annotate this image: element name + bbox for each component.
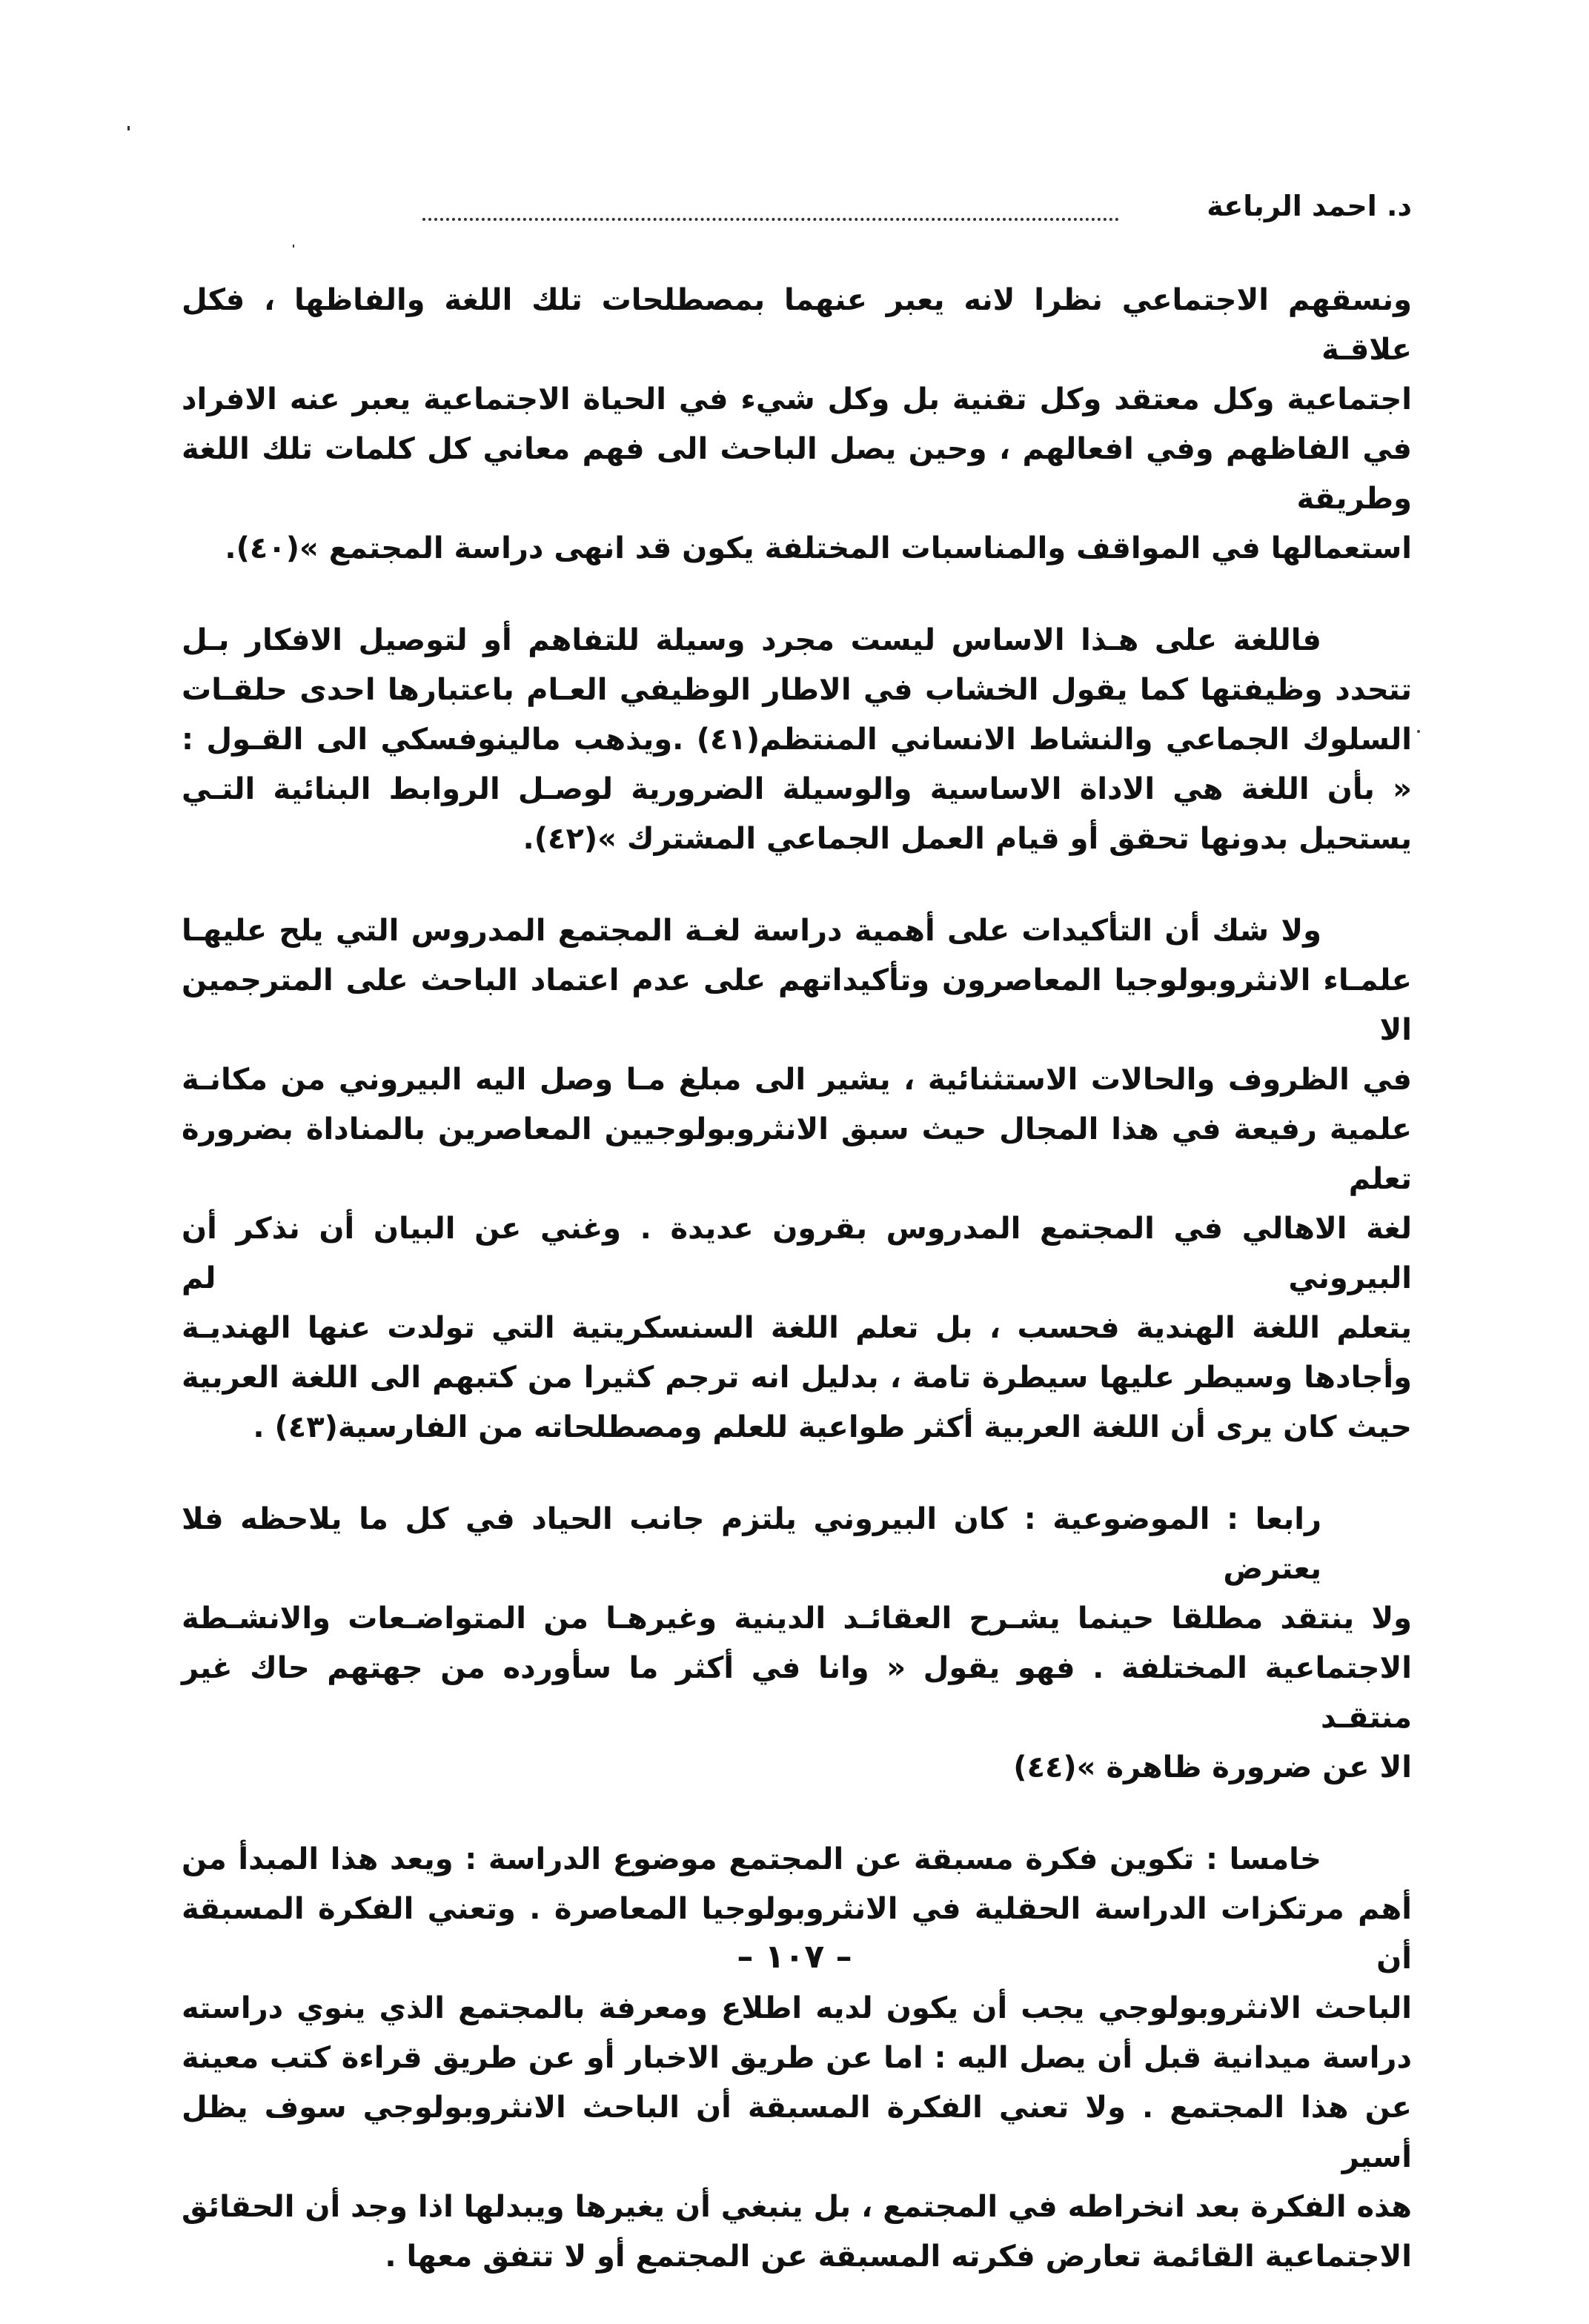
text-line — [182, 1835, 1412, 1885]
text-line: دراسة ميدانية قبل أن يصل اليه : اما عن طريق الاخبار أو عن طريق قراءة كتب معينة — [182, 2041, 1412, 2075]
text-line: اجتماعية وكل معتقد وكل تقنية بل وكل شيء في الحياة الاجتماعية يعبر عنه الافراد — [182, 382, 1412, 416]
text-line: ولا ينتقد مطلقا حينما يشـرح العقائـد الدينية وغيرهـا من المتواضـعات والانشـطة — [182, 1601, 1412, 1636]
text-line: « بأن اللغة هي الاداة الاساسية والوسيلة الضرورية لوصـل الروابط البنائية التـي — [182, 772, 1412, 806]
text-line: الباحث الانثروبولوجي يجب أن يكون لديه اطلاع ومعرفة بالمجتمع الذي ينوي دراسته — [182, 1991, 1412, 2025]
text-line: الا عن ضرورة ظاهرة »(٤٤) — [1013, 1750, 1412, 1784]
header-author: د. احمد الرباعة — [1207, 190, 1412, 222]
text-line: الاجتماعية القائمة تعارض فكرته المسبقة عن المجتمع أو لا تتفق معها . — [385, 2240, 1412, 2274]
paragraph-1 — [182, 276, 1412, 574]
text-run: ويعد هذا المبدأ من — [182, 1842, 465, 1876]
text-line: علمية رفيعة في هذا المجال حيث سبق الانثروبولوجيين المعاصرين بالمناداة بضرورة تعلم — [182, 1112, 1412, 1196]
body-text — [182, 276, 1412, 2324]
text-line: ولا شك أن التأكيدات على أهمية دراسة لغـة المجتمع المدروس التي يلح عليهـا — [182, 914, 1321, 948]
text-line: تتحدد وظيفتها كما يقول الخشاب في الاطار الوظيفي العـام باعتبارها احدى حلقـات — [182, 673, 1412, 707]
text-line: ونسقهم الاجتماعي نظرا لانه يعبر عنهما بمصطلحات تلك اللغة والفاظها ، فكل علاقـة — [182, 283, 1412, 367]
text-line: السلوك الجماعي والنشاط الانساني المنتظم(٤١) .ويذهب مالينوفسكي الى القـول : — [182, 723, 1412, 757]
text-line: يتعلم اللغة الهندية فحسب ، بل تعلم اللغة السنسكريتية التي تولدت عنها الهنديـة — [182, 1311, 1412, 1345]
text-line: في الظروف والحالات الاستثنائية ، يشير الى مبلغ مـا وصل اليه البيروني من مكانـة — [182, 1063, 1412, 1097]
header-dotted-rule — [422, 218, 1119, 221]
text-line: الاجتماعية المختلفة . فهو يقول « وانا في أكثر ما سأورده من جهتهم حاك غير منتقـد — [182, 1651, 1412, 1735]
text-line: استعمالها في المواقف والمناسبات المختلفة يكون قد انهى دراسة المجتمع »(٤٠). — [225, 531, 1412, 565]
paragraph-2 — [182, 616, 1412, 864]
text-line — [182, 1495, 1412, 1594]
running-header — [415, 185, 1412, 230]
text-line: أهم مرتكزات الدراسة الحقلية في الانثروبولوجيا المعاصرة . وتعني الفكرة المسبقة أن — [182, 1892, 1412, 1976]
paragraph-4 — [182, 1495, 1412, 1793]
text-line: هذه الفكرة بعد انخراطه في المجتمع ، بل ينبغي أن يغيرها ويبدلها اذا وجد أن الحقائق — [182, 2190, 1412, 2224]
scan-speck — [127, 126, 130, 130]
text-line: يستحيل بدونها تحقق أو قيام العمل الجماعي المشترك »(٤٢). — [523, 822, 1412, 856]
text-line: في الفاظهم وفي افعالهم ، وحين يصل الباحث الى فهم معاني كل كلمات تلك اللغة وطريقة — [182, 432, 1412, 516]
scan-speck — [293, 245, 294, 248]
section-heading-objectivity: رابعا : الموضوعية : — [1024, 1502, 1322, 1536]
text-line: حيث كان يرى أن اللغة العربية أكثر طواعية للعلم ومصطلحاته من الفارسية(٤٣) . — [253, 1410, 1412, 1444]
text-line: عن هذا المجتمع . ولا تعني الفكرة المسبقة أن الباحث الانثروبولوجي سوف يظل أسير — [182, 2091, 1412, 2174]
scan-speck — [1417, 730, 1420, 733]
paragraph-5 — [182, 1835, 1412, 2282]
text-line: لغة الاهالي في المجتمع المدروس بقرون عديدة . وغني عن البيان أن نذكر أن البيروني لم — [182, 1212, 1412, 1295]
text-line: وأجادها وسيطر عليها سيطرة تامة ، بدليل انه ترجم كثيرا من كتبهم الى اللغة العربية — [182, 1361, 1412, 1395]
section-heading-preconception: خامسا : تكوين فكرة مسبقة عن المجتمع موضوع الدراسة : — [465, 1842, 1321, 1876]
text-line: علمـاء الانثروبولوجيا المعاصرون وتأكيداتهم على عدم اعتماد الباحث على المترجمين الا — [182, 963, 1412, 1047]
text-line: فاللغة على هـذا الاساس ليست مجرد وسيلة للتفاهم أو لتوصيل الافكار بـل — [182, 623, 1321, 657]
text-run: كان البيروني يلتزم جانب الحياد في كل ما يلاحظه فلا يعترض — [182, 1502, 1321, 1586]
page-number: – ١٠٧ – — [737, 1938, 852, 1976]
paragraph-3 — [182, 906, 1412, 1452]
